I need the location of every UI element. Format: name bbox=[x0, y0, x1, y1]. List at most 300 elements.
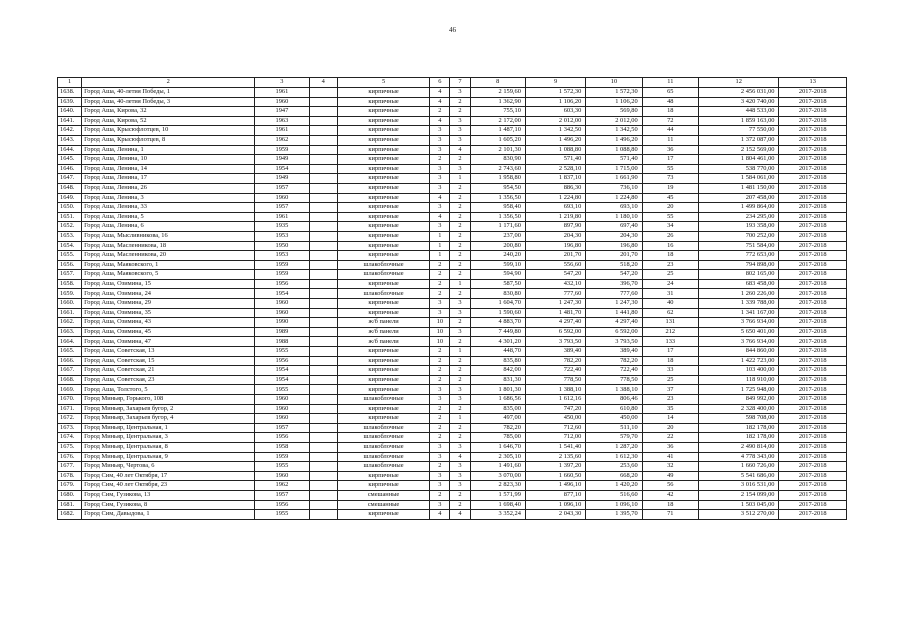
cell-total-area: 240,20 bbox=[470, 251, 525, 261]
cell-year-built: 1959 bbox=[255, 145, 309, 155]
cell-year-built: 1959 bbox=[255, 270, 309, 280]
cell-wall-material: шлакоблочные bbox=[337, 433, 430, 443]
cell-entrances: 3 bbox=[450, 385, 470, 395]
cell-residential-area: 1 342,50 bbox=[586, 126, 642, 136]
cell-cost: 598 708,00 bbox=[698, 414, 779, 424]
cell-period: 2017-2018 bbox=[779, 155, 847, 165]
cell-year-built: 1961 bbox=[255, 88, 309, 98]
cell-year-reconstructed bbox=[309, 116, 337, 126]
table-row bbox=[58, 404, 847, 414]
cell-row-number: 1673. bbox=[58, 423, 82, 433]
cell-floors: 2 bbox=[430, 490, 450, 500]
cell-residential-area: 1 395,70 bbox=[586, 510, 642, 520]
cell-living-area: 547,20 bbox=[525, 270, 585, 280]
column-header-10: 10 bbox=[586, 78, 642, 88]
cell-address: Город Миньяр, Центральная, 8 bbox=[82, 442, 255, 452]
cell-entrances: 3 bbox=[450, 88, 470, 98]
cell-residential-area: 778,50 bbox=[586, 375, 642, 385]
cell-period: 2017-2018 bbox=[779, 395, 847, 405]
cell-entrances: 2 bbox=[450, 490, 470, 500]
cell-residential-area: 547,20 bbox=[586, 270, 642, 280]
cell-year-built: 1961 bbox=[255, 212, 309, 222]
cell-residential-area: 1 572,30 bbox=[586, 88, 642, 98]
cell-residents: 45 bbox=[642, 193, 698, 203]
cell-wall-material: кирпичные bbox=[337, 135, 430, 145]
cell-row-number: 1662. bbox=[58, 318, 82, 328]
cell-residential-area: 516,60 bbox=[586, 490, 642, 500]
cell-total-area: 1 698,40 bbox=[470, 500, 525, 510]
cell-living-area: 389,40 bbox=[525, 347, 585, 357]
cell-living-area: 1 660,50 bbox=[525, 471, 585, 481]
cell-residential-area: 1 180,10 bbox=[586, 212, 642, 222]
table-row bbox=[58, 452, 847, 462]
cell-year-reconstructed bbox=[309, 414, 337, 424]
cell-living-area: 571,40 bbox=[525, 155, 585, 165]
table-row bbox=[58, 164, 847, 174]
cell-floors: 1 bbox=[430, 241, 450, 251]
cell-row-number: 1643. bbox=[58, 135, 82, 145]
cell-address: Город Аша, Ленина, 1 bbox=[82, 145, 255, 155]
cell-cost: 3 420 740,00 bbox=[698, 97, 779, 107]
cell-cost: 207 458,00 bbox=[698, 193, 779, 203]
cell-total-area: 954,50 bbox=[470, 183, 525, 193]
cell-year-reconstructed bbox=[309, 279, 337, 289]
cell-living-area: 450,00 bbox=[525, 414, 585, 424]
cell-period: 2017-2018 bbox=[779, 404, 847, 414]
cell-residents: 65 bbox=[642, 88, 698, 98]
cell-entrances: 2 bbox=[450, 251, 470, 261]
cell-floors: 3 bbox=[430, 385, 450, 395]
cell-address: Город Миньяр, Горького, 108 bbox=[82, 395, 255, 405]
cell-cost: 182 178,00 bbox=[698, 423, 779, 433]
cell-cost: 1 503 045,00 bbox=[698, 500, 779, 510]
cell-address: Город Аша, Озимина, 29 bbox=[82, 299, 255, 309]
cell-year-built: 1959 bbox=[255, 452, 309, 462]
cell-address: Город Аша, Озимина, 24 bbox=[82, 289, 255, 299]
cell-wall-material: кирпичные bbox=[337, 385, 430, 395]
cell-entrances: 3 bbox=[450, 462, 470, 472]
cell-year-built: 1962 bbox=[255, 481, 309, 491]
cell-period: 2017-2018 bbox=[779, 385, 847, 395]
cell-entrances: 2 bbox=[450, 231, 470, 241]
cell-total-area: 782,20 bbox=[470, 423, 525, 433]
cell-year-reconstructed bbox=[309, 193, 337, 203]
cell-total-area: 1 605,20 bbox=[470, 135, 525, 145]
cell-wall-material: ж/б панели bbox=[337, 327, 430, 337]
cell-wall-material: кирпичные bbox=[337, 471, 430, 481]
cell-residential-area: 204,30 bbox=[586, 231, 642, 241]
cell-floors: 2 bbox=[430, 347, 450, 357]
cell-residents: 19 bbox=[642, 183, 698, 193]
cell-address: Город Аша, 40-летия Победы, 3 bbox=[82, 97, 255, 107]
cell-period: 2017-2018 bbox=[779, 471, 847, 481]
cell-total-area: 835,00 bbox=[470, 404, 525, 414]
cell-floors: 10 bbox=[430, 318, 450, 328]
cell-entrances: 1 bbox=[450, 414, 470, 424]
table-row bbox=[58, 327, 847, 337]
cell-residential-area: 1 106,20 bbox=[586, 97, 642, 107]
cell-total-area: 2 823,30 bbox=[470, 481, 525, 491]
cell-residential-area: 1 715,00 bbox=[586, 164, 642, 174]
cell-residents: 17 bbox=[642, 155, 698, 165]
cell-wall-material: смешанные bbox=[337, 500, 430, 510]
table-row bbox=[58, 155, 847, 165]
cell-period: 2017-2018 bbox=[779, 241, 847, 251]
cell-period: 2017-2018 bbox=[779, 366, 847, 376]
cell-year-reconstructed bbox=[309, 500, 337, 510]
cell-residents: 131 bbox=[642, 318, 698, 328]
cell-total-area: 1 362,90 bbox=[470, 97, 525, 107]
cell-row-number: 1672. bbox=[58, 414, 82, 424]
cell-year-reconstructed bbox=[309, 366, 337, 376]
cell-entrances: 3 bbox=[450, 164, 470, 174]
cell-year-built: 1955 bbox=[255, 510, 309, 520]
cell-residents: 73 bbox=[642, 174, 698, 184]
cell-period: 2017-2018 bbox=[779, 423, 847, 433]
cell-row-number: 1650. bbox=[58, 203, 82, 213]
cell-total-area: 1 571,99 bbox=[470, 490, 525, 500]
cell-residential-area: 396,70 bbox=[586, 279, 642, 289]
cell-wall-material: кирпичные bbox=[337, 510, 430, 520]
cell-year-built: 1957 bbox=[255, 203, 309, 213]
cell-period: 2017-2018 bbox=[779, 500, 847, 510]
cell-year-built: 1957 bbox=[255, 183, 309, 193]
cell-residential-area: 3 793,50 bbox=[586, 337, 642, 347]
cell-year-reconstructed bbox=[309, 308, 337, 318]
cell-wall-material: кирпичные bbox=[337, 241, 430, 251]
cell-row-number: 1648. bbox=[58, 183, 82, 193]
cell-wall-material: шлакоблочные bbox=[337, 452, 430, 462]
cell-living-area: 886,30 bbox=[525, 183, 585, 193]
cell-period: 2017-2018 bbox=[779, 116, 847, 126]
cell-wall-material: шлакоблочные bbox=[337, 270, 430, 280]
cell-row-number: 1674. bbox=[58, 433, 82, 443]
cell-address: Город Аша, Кирова, 32 bbox=[82, 107, 255, 117]
cell-floors: 2 bbox=[430, 356, 450, 366]
cell-year-reconstructed bbox=[309, 337, 337, 347]
cell-entrances: 2 bbox=[450, 183, 470, 193]
table-row bbox=[58, 88, 847, 98]
cell-address: Город Сим, 40 лет Октября, 17 bbox=[82, 471, 255, 481]
cell-address: Город Аша, Ленина, 6 bbox=[82, 222, 255, 232]
cell-address: Город Аша, Ленина, 33 bbox=[82, 203, 255, 213]
table-row bbox=[58, 231, 847, 241]
cell-residents: 32 bbox=[642, 462, 698, 472]
cell-period: 2017-2018 bbox=[779, 442, 847, 452]
cell-cost: 3 766 934,00 bbox=[698, 337, 779, 347]
cell-address: Город Аша, Советская, 15 bbox=[82, 356, 255, 366]
cell-residents: 25 bbox=[642, 270, 698, 280]
cell-total-area: 1 686,56 bbox=[470, 395, 525, 405]
column-header-12: 12 bbox=[698, 78, 779, 88]
cell-row-number: 1680. bbox=[58, 490, 82, 500]
cell-residential-area: 6 592,00 bbox=[586, 327, 642, 337]
cell-total-area: 594,90 bbox=[470, 270, 525, 280]
cell-residents: 41 bbox=[642, 452, 698, 462]
cell-residents: 17 bbox=[642, 347, 698, 357]
cell-row-number: 1647. bbox=[58, 174, 82, 184]
cell-address: Город Миньяр, Центральная, 3 bbox=[82, 433, 255, 443]
cell-wall-material: ж/б панели bbox=[337, 337, 430, 347]
table-row bbox=[58, 203, 847, 213]
cell-year-reconstructed bbox=[309, 462, 337, 472]
cell-entrances: 2 bbox=[450, 356, 470, 366]
cell-wall-material: кирпичные bbox=[337, 299, 430, 309]
cell-row-number: 1667. bbox=[58, 366, 82, 376]
cell-year-built: 1960 bbox=[255, 193, 309, 203]
column-header-11: 11 bbox=[642, 78, 698, 88]
cell-cost: 802 165,00 bbox=[698, 270, 779, 280]
cell-row-number: 1663. bbox=[58, 327, 82, 337]
cell-residential-area: 571,40 bbox=[586, 155, 642, 165]
cell-living-area: 897,90 bbox=[525, 222, 585, 232]
cell-total-area: 1 356,50 bbox=[470, 212, 525, 222]
cell-cost: 3 016 531,00 bbox=[698, 481, 779, 491]
cell-residents: 34 bbox=[642, 222, 698, 232]
cell-entrances: 4 bbox=[450, 452, 470, 462]
cell-wall-material: шлакоблочные bbox=[337, 423, 430, 433]
cell-entrances: 3 bbox=[450, 327, 470, 337]
cell-total-area: 831,30 bbox=[470, 375, 525, 385]
cell-living-area: 204,30 bbox=[525, 231, 585, 241]
cell-period: 2017-2018 bbox=[779, 222, 847, 232]
cell-address: Город Сим, Гузикова, 13 bbox=[82, 490, 255, 500]
cell-entrances: 3 bbox=[450, 116, 470, 126]
cell-row-number: 1656. bbox=[58, 260, 82, 270]
column-header-9: 9 bbox=[525, 78, 585, 88]
column-header-8: 8 bbox=[470, 78, 525, 88]
cell-entrances: 2 bbox=[450, 107, 470, 117]
cell-wall-material: шлакоблочные bbox=[337, 395, 430, 405]
cell-year-built: 1956 bbox=[255, 279, 309, 289]
cell-address: Город Аша, Масленникова, 20 bbox=[82, 251, 255, 261]
cell-year-reconstructed bbox=[309, 385, 337, 395]
cell-entrances: 2 bbox=[450, 193, 470, 203]
cell-total-area: 1 590,60 bbox=[470, 308, 525, 318]
cell-year-reconstructed bbox=[309, 347, 337, 357]
cell-row-number: 1646. bbox=[58, 164, 82, 174]
cell-cost: 103 400,00 bbox=[698, 366, 779, 376]
table-row bbox=[58, 356, 847, 366]
cell-floors: 3 bbox=[430, 308, 450, 318]
cell-residential-area: 1 287,20 bbox=[586, 442, 642, 452]
cell-total-area: 2 172,00 bbox=[470, 116, 525, 126]
cell-period: 2017-2018 bbox=[779, 260, 847, 270]
cell-wall-material: шлакоблочные bbox=[337, 462, 430, 472]
cell-total-area: 1 646,70 bbox=[470, 442, 525, 452]
cell-total-area: 1 356,50 bbox=[470, 193, 525, 203]
cell-wall-material: кирпичные bbox=[337, 366, 430, 376]
cell-year-reconstructed bbox=[309, 183, 337, 193]
cell-year-built: 1956 bbox=[255, 433, 309, 443]
cell-period: 2017-2018 bbox=[779, 375, 847, 385]
column-header-6: 6 bbox=[430, 78, 450, 88]
cell-year-built: 1950 bbox=[255, 241, 309, 251]
cell-entrances: 1 bbox=[450, 347, 470, 357]
cell-year-reconstructed bbox=[309, 88, 337, 98]
column-header-1: 1 bbox=[58, 78, 82, 88]
cell-residential-area: 722,40 bbox=[586, 366, 642, 376]
cell-wall-material: кирпичные bbox=[337, 88, 430, 98]
cell-living-area: 1 106,20 bbox=[525, 97, 585, 107]
cell-residential-area: 579,70 bbox=[586, 433, 642, 443]
cell-entrances: 2 bbox=[450, 212, 470, 222]
cell-cost: 1 339 788,00 bbox=[698, 299, 779, 309]
cell-address: Город Аша, Маяковского, 1 bbox=[82, 260, 255, 270]
cell-entrances: 2 bbox=[450, 270, 470, 280]
cell-address: Город Сим, Давыдова, 1 bbox=[82, 510, 255, 520]
cell-year-built: 1960 bbox=[255, 299, 309, 309]
cell-entrances: 2 bbox=[450, 375, 470, 385]
cell-cost: 182 178,00 bbox=[698, 433, 779, 443]
cell-address: Город Аша, Озимина, 45 bbox=[82, 327, 255, 337]
table-row bbox=[58, 116, 847, 126]
cell-residents: 18 bbox=[642, 251, 698, 261]
cell-floors: 2 bbox=[430, 260, 450, 270]
cell-period: 2017-2018 bbox=[779, 97, 847, 107]
cell-entrances: 2 bbox=[450, 404, 470, 414]
cell-floors: 3 bbox=[430, 442, 450, 452]
cell-year-built: 1958 bbox=[255, 442, 309, 452]
cell-address: Город Аша, Кирова, 52 bbox=[82, 116, 255, 126]
cell-floors: 4 bbox=[430, 193, 450, 203]
cell-year-built: 1960 bbox=[255, 308, 309, 318]
cell-cost: 4 778 343,00 bbox=[698, 452, 779, 462]
cell-address: Город Аша, Толстого, 5 bbox=[82, 385, 255, 395]
cell-row-number: 1676. bbox=[58, 452, 82, 462]
cell-period: 2017-2018 bbox=[779, 193, 847, 203]
cell-row-number: 1651. bbox=[58, 212, 82, 222]
cell-year-built: 1955 bbox=[255, 462, 309, 472]
cell-cost: 1 260 226,00 bbox=[698, 289, 779, 299]
cell-residential-area: 1 224,80 bbox=[586, 193, 642, 203]
cell-year-reconstructed bbox=[309, 241, 337, 251]
cell-period: 2017-2018 bbox=[779, 231, 847, 241]
cell-row-number: 1678. bbox=[58, 471, 82, 481]
cell-wall-material: кирпичные bbox=[337, 481, 430, 491]
cell-year-built: 1988 bbox=[255, 337, 309, 347]
cell-floors: 2 bbox=[430, 155, 450, 165]
cell-residential-area: 201,70 bbox=[586, 251, 642, 261]
cell-wall-material: кирпичные bbox=[337, 97, 430, 107]
cell-wall-material: кирпичные bbox=[337, 356, 430, 366]
cell-living-area: 712,00 bbox=[525, 433, 585, 443]
cell-floors: 4 bbox=[430, 212, 450, 222]
cell-year-reconstructed bbox=[309, 126, 337, 136]
cell-year-reconstructed bbox=[309, 395, 337, 405]
cell-wall-material: кирпичные bbox=[337, 404, 430, 414]
cell-period: 2017-2018 bbox=[779, 183, 847, 193]
cell-year-reconstructed bbox=[309, 289, 337, 299]
cell-living-area: 196,80 bbox=[525, 241, 585, 251]
cell-year-built: 1990 bbox=[255, 318, 309, 328]
cell-total-area: 497,00 bbox=[470, 414, 525, 424]
cell-residential-area: 782,20 bbox=[586, 356, 642, 366]
cell-living-area: 1 247,30 bbox=[525, 299, 585, 309]
cell-residential-area: 1 420,20 bbox=[586, 481, 642, 491]
cell-residents: 55 bbox=[642, 212, 698, 222]
cell-total-area: 1 171,60 bbox=[470, 222, 525, 232]
cell-row-number: 1642. bbox=[58, 126, 82, 136]
cell-period: 2017-2018 bbox=[779, 481, 847, 491]
cell-total-area: 3 070,00 bbox=[470, 471, 525, 481]
cell-row-number: 1655. bbox=[58, 251, 82, 261]
cell-cost: 538 770,00 bbox=[698, 164, 779, 174]
cell-cost: 1 804 461,00 bbox=[698, 155, 779, 165]
cell-floors: 3 bbox=[430, 500, 450, 510]
cell-address: Город Аша, 40-летия Победы, 1 bbox=[82, 88, 255, 98]
cell-residents: 56 bbox=[642, 481, 698, 491]
cell-floors: 4 bbox=[430, 97, 450, 107]
cell-year-built: 1960 bbox=[255, 395, 309, 405]
cell-cost: 1 341 167,00 bbox=[698, 308, 779, 318]
cell-row-number: 1670. bbox=[58, 395, 82, 405]
cell-wall-material: шлакоблочные bbox=[337, 260, 430, 270]
cell-entrances: 2 bbox=[450, 366, 470, 376]
cell-cost: 448 533,00 bbox=[698, 107, 779, 117]
cell-entrances: 2 bbox=[450, 260, 470, 270]
cell-floors: 10 bbox=[430, 327, 450, 337]
cell-total-area: 4 883,70 bbox=[470, 318, 525, 328]
cell-entrances: 3 bbox=[450, 481, 470, 491]
cell-wall-material: кирпичные bbox=[337, 107, 430, 117]
cell-wall-material: кирпичные bbox=[337, 164, 430, 174]
cell-floors: 1 bbox=[430, 251, 450, 261]
cell-floors: 4 bbox=[430, 88, 450, 98]
cell-floors: 3 bbox=[430, 452, 450, 462]
cell-residential-area: 518,20 bbox=[586, 260, 642, 270]
cell-year-reconstructed bbox=[309, 203, 337, 213]
cell-living-area: 877,10 bbox=[525, 490, 585, 500]
cell-row-number: 1679. bbox=[58, 481, 82, 491]
cell-living-area: 693,10 bbox=[525, 203, 585, 213]
cell-residents: 49 bbox=[642, 471, 698, 481]
cell-row-number: 1666. bbox=[58, 356, 82, 366]
cell-wall-material: ж/б панели bbox=[337, 318, 430, 328]
table-row bbox=[58, 490, 847, 500]
cell-living-area: 603,30 bbox=[525, 107, 585, 117]
cell-row-number: 1682. bbox=[58, 510, 82, 520]
cell-row-number: 1644. bbox=[58, 145, 82, 155]
table-row bbox=[58, 366, 847, 376]
cell-residential-area: 511,10 bbox=[586, 423, 642, 433]
cell-cost: 1 725 948,00 bbox=[698, 385, 779, 395]
cell-floors: 3 bbox=[430, 164, 450, 174]
cell-year-built: 1963 bbox=[255, 116, 309, 126]
cell-year-reconstructed bbox=[309, 481, 337, 491]
cell-residents: 26 bbox=[642, 231, 698, 241]
cell-period: 2017-2018 bbox=[779, 327, 847, 337]
cell-cost: 683 458,00 bbox=[698, 279, 779, 289]
cell-residential-area: 1 496,20 bbox=[586, 135, 642, 145]
cell-residents: 48 bbox=[642, 97, 698, 107]
cell-residents: 22 bbox=[642, 433, 698, 443]
cell-cost: 2 328 400,00 bbox=[698, 404, 779, 414]
cell-period: 2017-2018 bbox=[779, 490, 847, 500]
cell-year-built: 1954 bbox=[255, 375, 309, 385]
cell-year-reconstructed bbox=[309, 356, 337, 366]
cell-entrances: 4 bbox=[450, 145, 470, 155]
cell-period: 2017-2018 bbox=[779, 356, 847, 366]
cell-row-number: 1652. bbox=[58, 222, 82, 232]
cell-entrances: 3 bbox=[450, 299, 470, 309]
column-header-5: 5 bbox=[337, 78, 430, 88]
cell-period: 2017-2018 bbox=[779, 279, 847, 289]
cell-residents: 18 bbox=[642, 500, 698, 510]
cell-cost: 1 660 726,00 bbox=[698, 462, 779, 472]
cell-year-reconstructed bbox=[309, 318, 337, 328]
cell-year-built: 1959 bbox=[255, 260, 309, 270]
